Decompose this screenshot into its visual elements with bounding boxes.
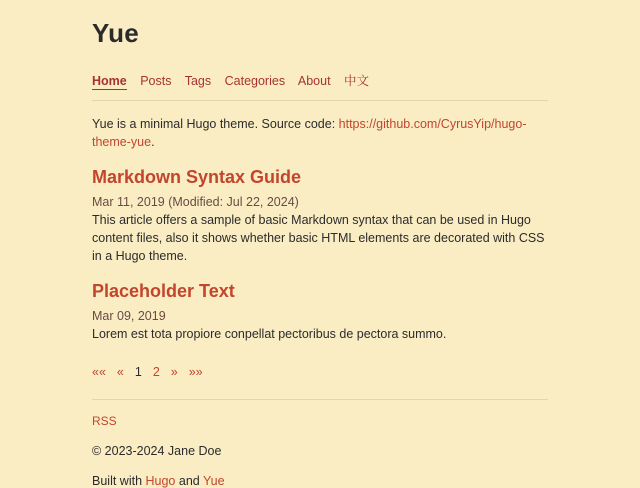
site-description-text: Yue is a minimal Hugo theme. Source code: — [92, 117, 339, 131]
post-title-link[interactable]: Markdown Syntax Guide — [92, 167, 302, 188]
post-title-link[interactable]: Placeholder Text — [92, 281, 235, 302]
copyright-text: © 2023-2024 Jane Doe — [92, 443, 222, 458]
post-summary: Lorem est tota propiore conpellat pectoribus de pectora summo. — [92, 326, 447, 341]
site-description-suffix: . — [151, 135, 155, 150]
post-date: Mar 09, 2019 — [92, 308, 166, 323]
nav-item-posts[interactable]: Posts — [140, 74, 172, 88]
page-footer — [92, 414, 548, 488]
post-entry — [92, 281, 548, 343]
nav-item-home[interactable]: Home — [92, 74, 127, 88]
built-with-middle: and — [175, 473, 203, 488]
post-summary: This article offers a sample of basic Markdown syntax that can be used in Hugo content files, also it shows whether basic HTML elements are decorated with CSS in a Hugo theme. — [92, 212, 545, 264]
post-title[interactable] — [92, 167, 548, 189]
nav-item-tags[interactable]: Tags — [184, 74, 212, 88]
built-with-text — [92, 474, 548, 488]
pagination-last[interactable]: »» — [188, 364, 203, 379]
pagination-first[interactable]: «« — [92, 364, 106, 379]
footer-divider — [92, 399, 548, 400]
site-title: Yue — [92, 18, 139, 48]
post-entry — [92, 167, 548, 265]
pagination-page-1[interactable]: 1 — [134, 364, 142, 379]
rss-link[interactable]: RSS — [92, 413, 117, 428]
hugo-link[interactable]: Hugo — [145, 473, 176, 488]
header-divider — [92, 100, 548, 101]
site-description — [92, 115, 548, 151]
pagination-prev[interactable]: « — [116, 364, 124, 379]
nav-item-categories[interactable]: Categories — [224, 74, 286, 88]
nav-item-about[interactable]: About — [297, 74, 331, 88]
built-with-prefix: Built with — [92, 473, 146, 488]
post-title[interactable] — [92, 281, 548, 303]
post-date: Mar 11, 2019 (Modified: Jul 22, 2024) — [92, 194, 299, 209]
theme-link[interactable]: Yue — [202, 473, 225, 488]
nav-item-chinese[interactable]: 中文 — [344, 74, 370, 88]
source-code-link[interactable]: https://github.com/CyrusYip/hugo-theme-yue — [92, 117, 527, 150]
pagination-page-2[interactable]: 2 — [152, 364, 160, 379]
pagination-next[interactable]: » — [170, 364, 178, 379]
pagination — [92, 365, 548, 379]
main-navigation — [92, 71, 548, 89]
